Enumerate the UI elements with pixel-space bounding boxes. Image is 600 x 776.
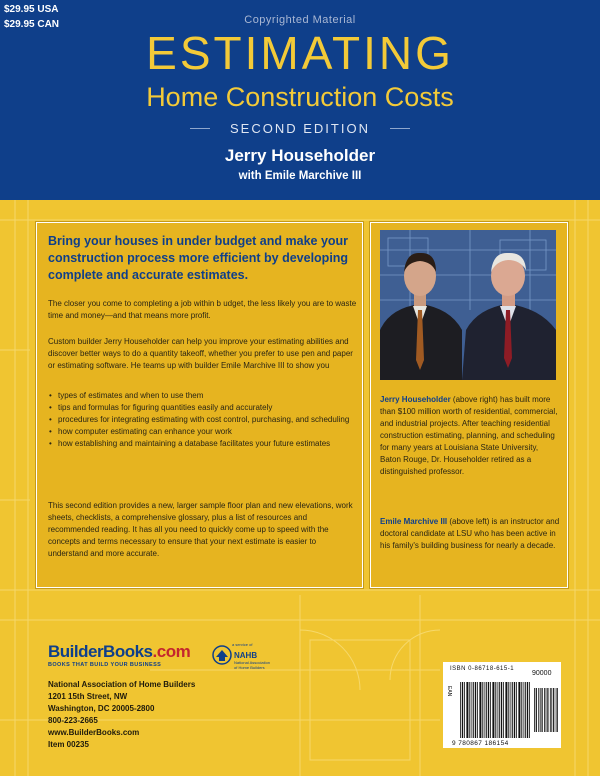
address-street: 1201 15th Street, NW [48,692,128,701]
author-name: Jerry Householder [224,146,376,165]
bullet-icon: • [49,403,52,412]
barcode-bar [551,688,552,732]
barcode-bar [525,682,526,738]
description-paragraph: Custom builder Jerry Householder can help you improve your estimating abilities and discover better ways to do a quantity takeoff, whether you prefer to use pen and paper or estimating software. He teams up with builder Emile Marchive III to show you [48,337,353,370]
headline: Bring your houses in under budget and make your construction process more efficient by developing complete and accurate estimates. [48,234,349,282]
barcode-bar [546,688,547,732]
publisher-name: National Association of Home Builders [48,680,196,689]
author-photo [380,230,556,380]
bio-householder: Jerry Householder (above right) has built more than $100 million worth of residential, commercial, and industrial projects. After teaching residential construction estimating, planning, and scheduling for many years at Louisiana State University, Baton Rouge, Dr. Householder retired as a distinguished professor. [380,395,558,476]
barcode-bar [524,682,525,738]
barcode-bar [514,682,515,738]
list-item: • types of estimates and when to use them [49,391,204,400]
barcode-bar [501,682,502,738]
barcode-bar [464,682,465,738]
nahb-fullname: National Association of Home Builders [234,660,271,670]
barcode-bar [542,688,543,732]
price-code: 90000 [532,670,552,677]
barcode-bar [540,688,541,732]
barcode-bar [508,682,509,738]
barcode-bar [473,682,474,738]
list-item: • tips and formulas for figuring quantities easily and accurately [49,403,273,412]
barcode-bar [488,682,489,738]
closing-paragraph: This second edition provides a new, larger sample floor plan and new elevations, work sheets, checklists, a comprehensive glossary, plus a list of resources and recommended reading. It has all you need to quickly come up to speed with the concepts and terms necessary to ensure that your next estimate is easier to understand and more accurate. [48,501,353,558]
bio-name: Emile Marchive III [380,517,448,526]
bullet-icon: • [49,439,52,448]
barcode-bar [553,688,554,732]
barcode-bar [512,682,513,738]
coauthor-name: with Emile Marchive III [238,170,362,182]
book-subtitle: Home Construction Costs [146,82,454,112]
barcode-bar [498,682,499,738]
barcode-bar [490,682,491,738]
barcode-bar [518,682,520,738]
logo-tagline: BOOKS THAT BUILD YOUR BUSINESS [48,662,162,668]
barcode-bar [511,682,512,738]
barcode-bar [536,688,537,732]
list-item: • how computer estimating can enhance your work [49,427,232,436]
barcode-bar [521,682,522,738]
barcode-bar [527,682,528,738]
barcode-bar [544,688,545,732]
watermark: Copyrighted Material [244,14,356,26]
list-item: • how establishing and maintaining a database facilitates your future estimates [49,439,331,448]
barcode-icon [460,676,560,738]
barcode-bar [556,688,557,732]
item-number: Item 00235 [48,740,89,749]
builderbooks-logo: BuilderBooks.com [48,642,191,661]
barcode-bar [499,682,500,738]
price-usa: $29.95 USA [4,4,59,15]
barcode-bar [505,682,507,738]
ean-label: EAN [446,686,452,697]
feature-list [48,390,358,450]
barcode-bar [547,688,548,732]
nahb-name: NAHB [234,651,258,660]
nahb-service-note: a service of [232,642,253,647]
barcode-bar [495,682,496,738]
barcode-number: 9 780867 186154 [452,740,509,747]
barcode-bar [472,682,473,738]
bullet-icon: • [49,415,52,424]
bio-name: Jerry Householder [380,395,451,404]
barcode-bar [466,682,468,738]
website: www.BuilderBooks.com [48,728,140,737]
barcode-bar [492,682,494,738]
barcode-bar [460,682,461,738]
intro-paragraph: The closer you come to completing a job within b udget, the less likely you are to waste time and money—and that means more profit. [48,299,357,320]
edition-label: SECOND EDITION [210,121,390,136]
barcode-bar [529,682,530,738]
barcode-bar [482,682,483,738]
barcode-bar [462,682,463,738]
address-city: Washington, DC 20005-2800 [48,704,155,713]
barcode-bar [557,688,558,732]
barcode-bar [475,682,476,738]
barcode-bar [485,682,486,738]
barcode-bar [538,688,539,732]
price-can: $29.95 CAN [4,19,60,30]
barcode-bar [469,682,470,738]
bio-marchive: Emile Marchive III (above left) is an instructor and doctoral candidate at LSU who has been active in his family's building business for nearly a decade. [380,517,560,550]
bullet-icon: • [49,427,52,436]
barcode-bar [486,682,487,738]
isbn-label: ISBN 0-86718-615-1 [450,666,515,672]
phone-number: 800-223-2665 [48,716,98,725]
barcode-bar [479,682,481,738]
barcode-bar [516,682,517,738]
barcode-bar [477,682,478,738]
barcode-bar [550,688,551,732]
list-item: • procedures for integrating estimating with cost control, purchasing, and scheduling [49,415,350,424]
barcode-bar [503,682,504,738]
book-title: ESTIMATING [146,27,454,79]
bullet-icon: • [49,391,52,400]
barcode-bar [534,688,535,732]
